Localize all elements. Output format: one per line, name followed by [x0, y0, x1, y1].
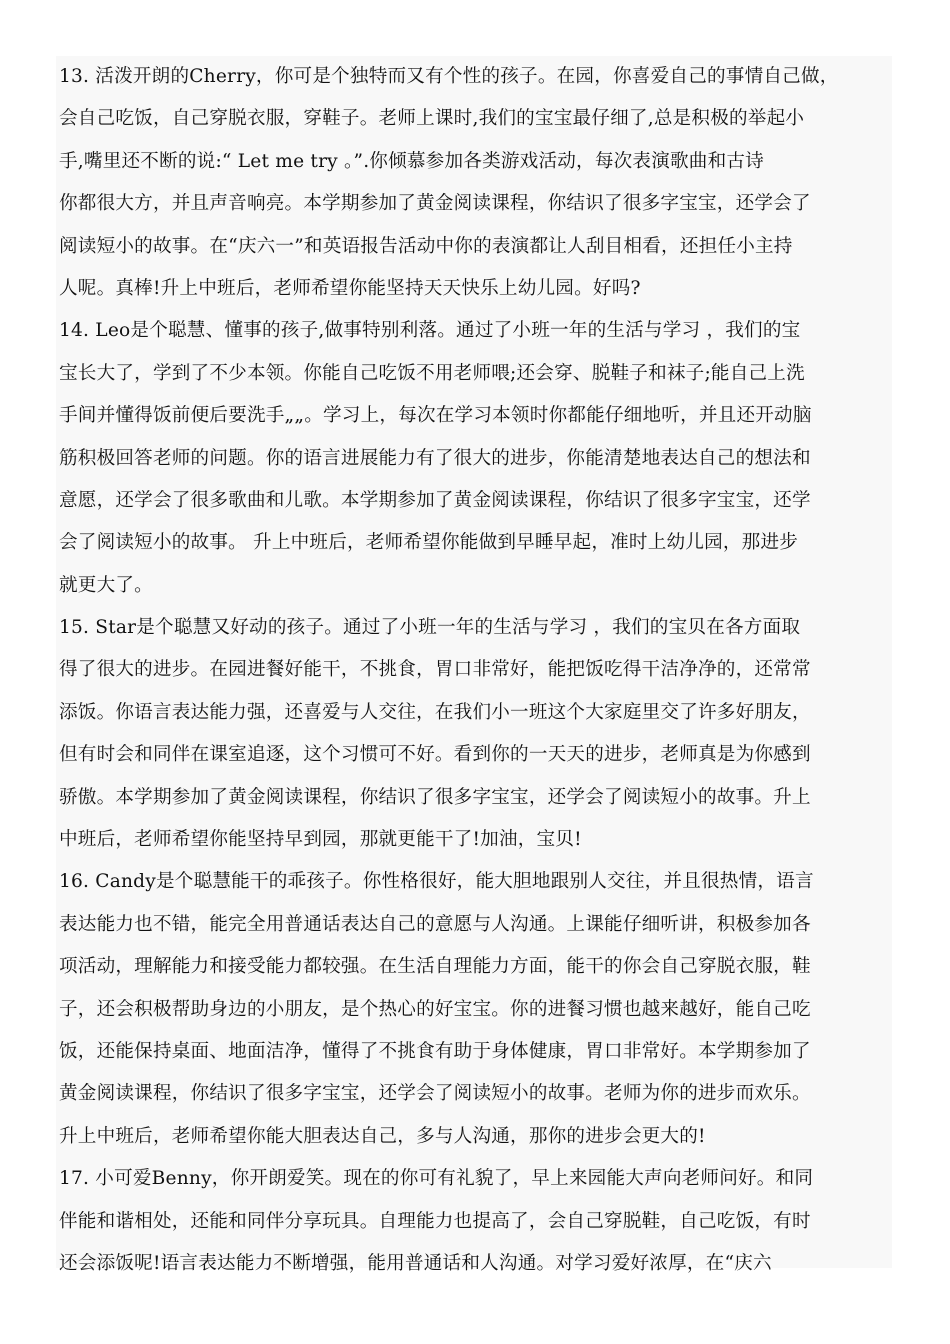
text-line: 人呢。真棒!升上中班后，老师希望你能坚持天天快乐上幼儿园。好吗?: [59, 277, 641, 299]
text-line: 手,嘴里还不断的说:“ Let me try 。”.你倾慕参加各类游戏活动，每次表演歌曲和古诗: [59, 150, 764, 172]
text-line: 添饭。你语言表达能力强，还喜爱与人交往，在我们小一班这个大家庭里交了许多好朋友，: [59, 701, 811, 723]
text-line: 黄金阅读课程，你结识了很多字宝宝，还学会了阅读短小的故事。老师为你的进步而欢乐。: [59, 1083, 811, 1105]
text-line: 表达能力也不错，能完全用普通话表达自己的意愿与人沟通。上课能仔细听讲，积极参加各: [59, 913, 811, 935]
text-line: 伴能和谐相处，还能和同伴分享玩具。自理能力也提高了，会自己穿脱鞋，自己吃饭，有时: [59, 1210, 811, 1232]
text-line: 项活动，理解能力和接受能力都较强。在生活自理能力方面，能干的你会自己穿脱衣服，鞋: [59, 956, 811, 978]
text-line: 饭，还能保持桌面、地面洁净，懂得了不挑食有助于身体健康，胃口非常好。本学期参加了: [59, 1040, 811, 1062]
text-line: 会了阅读短小的故事。 升上中班后，老师希望你能做到早睡早起，准时上幼儿园，那进步: [59, 532, 799, 554]
text-line: 筋积极回答老师的问题。你的语言进展能力有了很大的进步，你能清楚地表达自己的想法和: [59, 447, 811, 469]
text-line: 升上中班后，老师希望你能大胆表达自己，多与人沟通，那你的进步会更大的!: [59, 1125, 706, 1147]
text-line: 17. 小可爱Benny，你开朗爱笑。现在的你可有礼貌了，早上来园能大声向老师问好。和同: [59, 1168, 814, 1190]
document-page: [56, 56, 892, 1274]
text-line: 但有时会和同伴在课室追逐，这个习惯可不好。看到你的一天天的进步，老师真是为你感到: [59, 744, 811, 766]
text-line: 会自己吃饭，自己穿脱衣服，穿鞋子。老师上课时,我们的宝宝最仔细了,总是积极的举起小: [59, 108, 805, 130]
text-line: 宝长大了，学到了不少本领。你能自己吃饭不用老师喂;还会穿、脱鞋子和袜子;能自己上洗: [59, 362, 805, 384]
text-line: 得了很大的进步。在园进餐好能干，不挑食，胃口非常好，能把饭吃得干洁净净的，还常常: [59, 659, 811, 681]
text-line: 13. 活泼开朗的Cherry，你可是个独特而又有个性的孩子。在园，你喜爱自己的事情自己做，: [59, 66, 839, 87]
text-line: 骄傲。本学期参加了黄金阅读课程，你结识了很多字宝宝，还学会了阅读短小的故事。升上: [59, 786, 811, 808]
text-line: 阅读短小的故事。在“庆六一”和英语报告活动中你的表演都让人刮目相看，还担任小主持: [59, 235, 793, 257]
text-line: 子，还会积极帮助身边的小朋友，是个热心的好宝宝。你的进餐习惯也越来越好，能自己吃: [59, 998, 811, 1020]
text-line: 15. Star是个聪慧又好动的孩子。通过了小班一年的生活与学习 ，我们的宝贝在各方面取: [59, 617, 801, 639]
text-line: 中班后，老师希望你能坚持早到园，那就更能干了!加油，宝贝!: [59, 829, 582, 851]
text-line: 就更大了。: [59, 574, 153, 596]
text-line: 还会添饭呢!语言表达能力不断增强，能用普通话和人沟通。对学习爱好浓厚，在“庆六: [59, 1252, 772, 1274]
text-line: 你都很大方，并且声音响亮。本学期参加了黄金阅读课程，你结识了很多字宝宝，还学会了: [59, 193, 811, 215]
document-body: [59, 56, 892, 1285]
text-line: 手间并懂得饭前便后要洗手„„。学习上，每次在学习本领时你都能仔细地听，并且还开动脑: [59, 405, 812, 427]
text-line: 意愿，还学会了很多歌曲和儿歌。本学期参加了黄金阅读课程，你结识了很多字宝宝，还学: [59, 489, 811, 511]
text-line: 16. Candy是个聪慧能干的乖孩子。你性格很好，能大胆地跟别人交往，并且很热情，语言: [59, 871, 814, 893]
text-line: 14. Leo是个聪慧、懂事的孩子,做事特别利落。通过了小班一年的生活与学习 ，我们的宝: [59, 320, 801, 342]
